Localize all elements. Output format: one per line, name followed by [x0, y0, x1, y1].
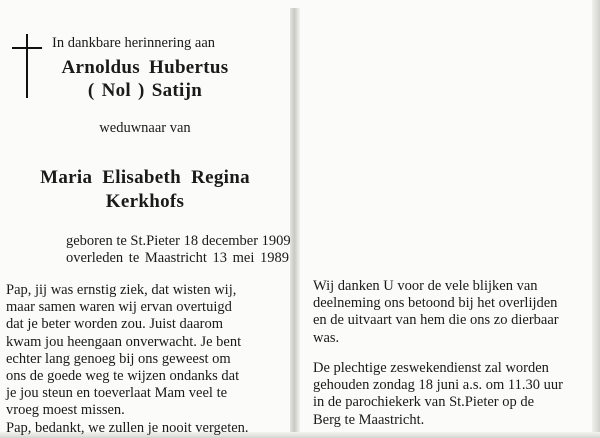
mass-line: gehouden zondag 18 juni a.s. om 11.30 uur: [313, 377, 563, 394]
thanks-paragraph: [313, 278, 559, 347]
poem-line: ons de goede weg te wijzen ondanks dat: [6, 368, 240, 385]
birth-line: geboren te St.Pieter 18 december 1909: [66, 233, 291, 249]
poem-line: Pap, jij was ernstig ziek, dat wisten wij,: [6, 282, 237, 298]
card-fold: [290, 8, 300, 432]
spouse-name-line2: Kerkhofs: [105, 191, 185, 212]
thanks-line: en de uitvaart van hem die ons zo dierbaar: [313, 312, 559, 329]
thanks-line: deelneming ons betoond bij het overlijden: [313, 295, 558, 312]
poem-paragraph: [6, 282, 249, 437]
deceased-name-line2: ( Nol ) Satijn: [87, 80, 203, 101]
mass-line: in de parochiekerk van St.Pieter op de: [313, 394, 535, 411]
poem-line: echter lang genoeg bij ons geweest om: [6, 350, 231, 367]
death-line: overleden te Maastricht 13 mei 1989: [66, 250, 290, 266]
mass-line: Berg te Maastricht.: [313, 411, 425, 428]
poem-line: Pap, bedankt, we zullen je nooit vergeten.: [6, 419, 249, 436]
mass-paragraph: [313, 360, 563, 429]
poem-line: dat je beter worden zou. Juist daarom: [6, 316, 224, 333]
deceased-name-line1: Arnoldus Hubertus: [61, 57, 229, 78]
thanks-line: was.: [313, 329, 340, 346]
poem-line: maar samen waren wij ervan overtuigd: [6, 299, 232, 316]
thanks-line: Wij danken U voor de vele blijken van: [313, 278, 538, 294]
poem-line: kwam jou heengaan onverwacht. Je bent: [6, 333, 242, 350]
spouse-name-line1: Maria Elisabeth Regina: [40, 167, 250, 188]
poem-line: vroeg moest missen.: [6, 402, 125, 419]
intro-text: In dankbare herinnering aan: [52, 35, 216, 51]
poem-line: je jou steun en toeverlaat Mam veel te: [6, 385, 228, 402]
relation-text: weduwnaar van: [99, 120, 191, 136]
mass-line: De plechtige zeswekendienst zal worden: [313, 360, 549, 376]
card-edge-right: [592, 0, 600, 438]
